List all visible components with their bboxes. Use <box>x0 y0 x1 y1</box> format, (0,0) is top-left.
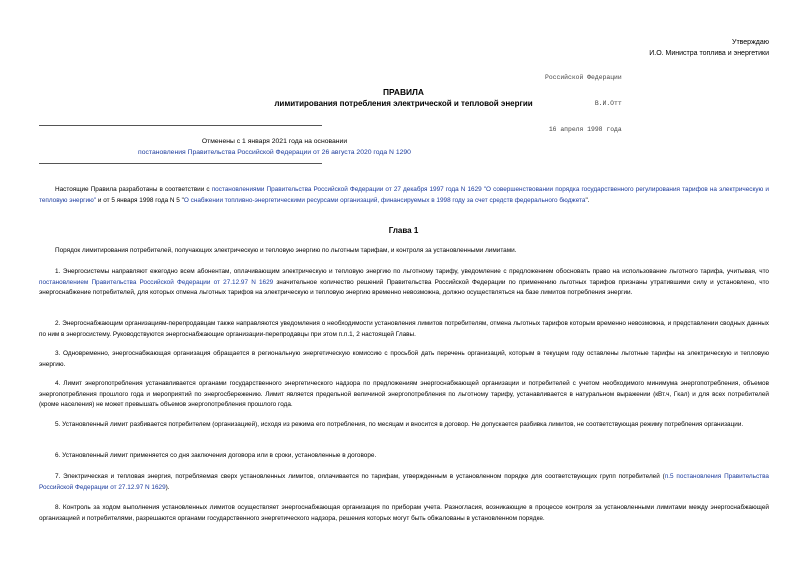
intro-link-5[interactable]: О снабжении топливно-энергетическими ресурсами организаций, финансируемых в 1998 году за счет средств федерального бюджета <box>183 196 586 204</box>
cancellation-link[interactable]: постановления Правительства Российской Федерации от 26 августа 2020 года N 1290 <box>138 149 411 156</box>
divider-top <box>39 125 322 126</box>
paragraph-3-text: 3. Одновременно, энергоснабжающая организация обращается в региональную энергетическую комиссию с просьбой дать перечень организаций, которым в текущем году оставлены льготные тарифы на электрическую и тепловую энергию. <box>39 350 769 368</box>
paragraph-6-text: 6. Установленный лимит применяется со дня заключения договора или в сроки, установленные в договоре. <box>55 452 377 459</box>
intro-text-1: Настоящие Правила разработаны в соответствии с <box>55 186 212 193</box>
document-title: ПРАВИЛА <box>383 87 424 97</box>
paragraph-4-text: 4. Лимит энергопотребления устанавливается органами государственного энергетического надзора по предложениям энергоснабжающей организации и потребителей с учетом необходимого минимума энергопотребления, объемов энергопотребления прошлого года и мероприятий по энергосбережению. Лимит является предельной величиной энергопотребления по льготному тарифу, устанавливается в натуральном выражении (кВт.ч, Гкал) и для всех потребителей (кроме населения) не может превышать объемов энергопотребления прошлого года. <box>39 380 769 409</box>
intro-paragraph <box>39 185 769 206</box>
paragraph-1-link[interactable]: постановлением Правительства Российской Федерации от 27.12.97 N 1629 <box>39 278 274 286</box>
approval-line-1: Утверждаю <box>732 39 769 46</box>
paragraph-6 <box>39 451 769 462</box>
paragraph-1-text-a: 1. Энергосистемы направляют ежегодно всем абонентам, оплачивающим электрическую и тепловую энергию по льготному тарифу, уведомление с предложением обосновать право на использование льготного тарифа, учитывая, что <box>55 268 769 275</box>
document-subtitle: лимитирования потребления электрической и тепловой энергии <box>274 99 533 108</box>
paragraph-2-text: 2. Энергоснабжающим организациям-перепродавцам также направляются уведомления о необходимости установления лимитов потребителям, отмена льготных тарифов которым временно невозможна, и представлении сводных данных по ним в энергосистему. Руководствуются энергоснабжающие организации-перепродавцы при этом п.п.1, 2 настоящей Главы. <box>39 320 769 338</box>
paragraph-7-text-a: 7. Электрическая и тепловая энергия, потребляемая сверх установленных лимитов, оплачивается по тарифам, утвержденным в установленном порядке для соответствующих групп потребителей ( <box>55 473 665 480</box>
divider-bottom <box>39 163 322 164</box>
paragraph-7-text-b: ). <box>165 483 170 491</box>
paragraph-7 <box>39 472 769 493</box>
paragraph-1 <box>39 267 769 299</box>
approval-line-3: Российской Федерации <box>545 74 622 82</box>
approval-line-4: В.И.Отт <box>594 99 622 107</box>
paragraph-0 <box>39 246 769 257</box>
paragraph-0-text: Порядок лимитирования потребителей, получающих электрическую и тепловую энергию по льготным тарифам, и контроля за установленными лимитами. <box>55 247 517 254</box>
paragraph-2 <box>39 319 769 340</box>
intro-text-3: ". <box>585 196 590 204</box>
approval-line-5: 16 апреля 1998 года <box>548 125 622 133</box>
chapter-title: Глава 1 <box>388 226 419 235</box>
intro-text-2: и от 5 января 1998 года N 5 " <box>96 196 184 204</box>
cancellation-note: Отменены с 1 января 2021 года на основании <box>201 138 348 145</box>
paragraph-7-link[interactable]: п.5 постановления Правительства Российской Федерации от 27.12.97 N 1629 <box>39 473 769 491</box>
paragraph-5 <box>39 420 769 431</box>
intro-link-1629[interactable]: постановлениями Правительства Российской Федерации от 27 декабря 1997 года N 1629 "О совершенствовании порядка государственного регулирования тарифов на электрическую и тепловую энергию" <box>39 186 769 204</box>
paragraph-3 <box>39 349 769 370</box>
approval-line-2: И.О. Министра топлива и энергетики <box>649 50 769 57</box>
paragraph-8-text: 8. Контроль за ходом выполнения установленных лимитов осуществляет энергоснабжающая организация по приборам учета. Разногласия, возникающие в процессе контроля за установленными лимитами между энергоснабжающей организацией и потребителями, разрешаются органами государственного энергетического надзора, решения которых могут быть обжалованы в установленном порядке. <box>39 504 769 522</box>
paragraph-1-text-b: значительное количество решений Правительства Российской Федерации по применению льготных тарифов признаны утратившими силу и установлено, что энергоснабжение потребителей, для которых отмена льготных тарифов на электрическую и тепловую энергию временно невозможна, должно осуществляться на базе лимитов потребления энергии. <box>39 278 769 297</box>
approval-block <box>649 37 769 59</box>
paragraph-8 <box>39 503 769 524</box>
paragraph-5-text: 5. Установленный лимит разбивается потребителем (организацией), исходя из режима его потребления, по месяцам и вносится в договор. Не допускается разбивка лимитов, не соответствующая режиму потребления организации. <box>55 421 744 428</box>
paragraph-4 <box>39 379 769 411</box>
